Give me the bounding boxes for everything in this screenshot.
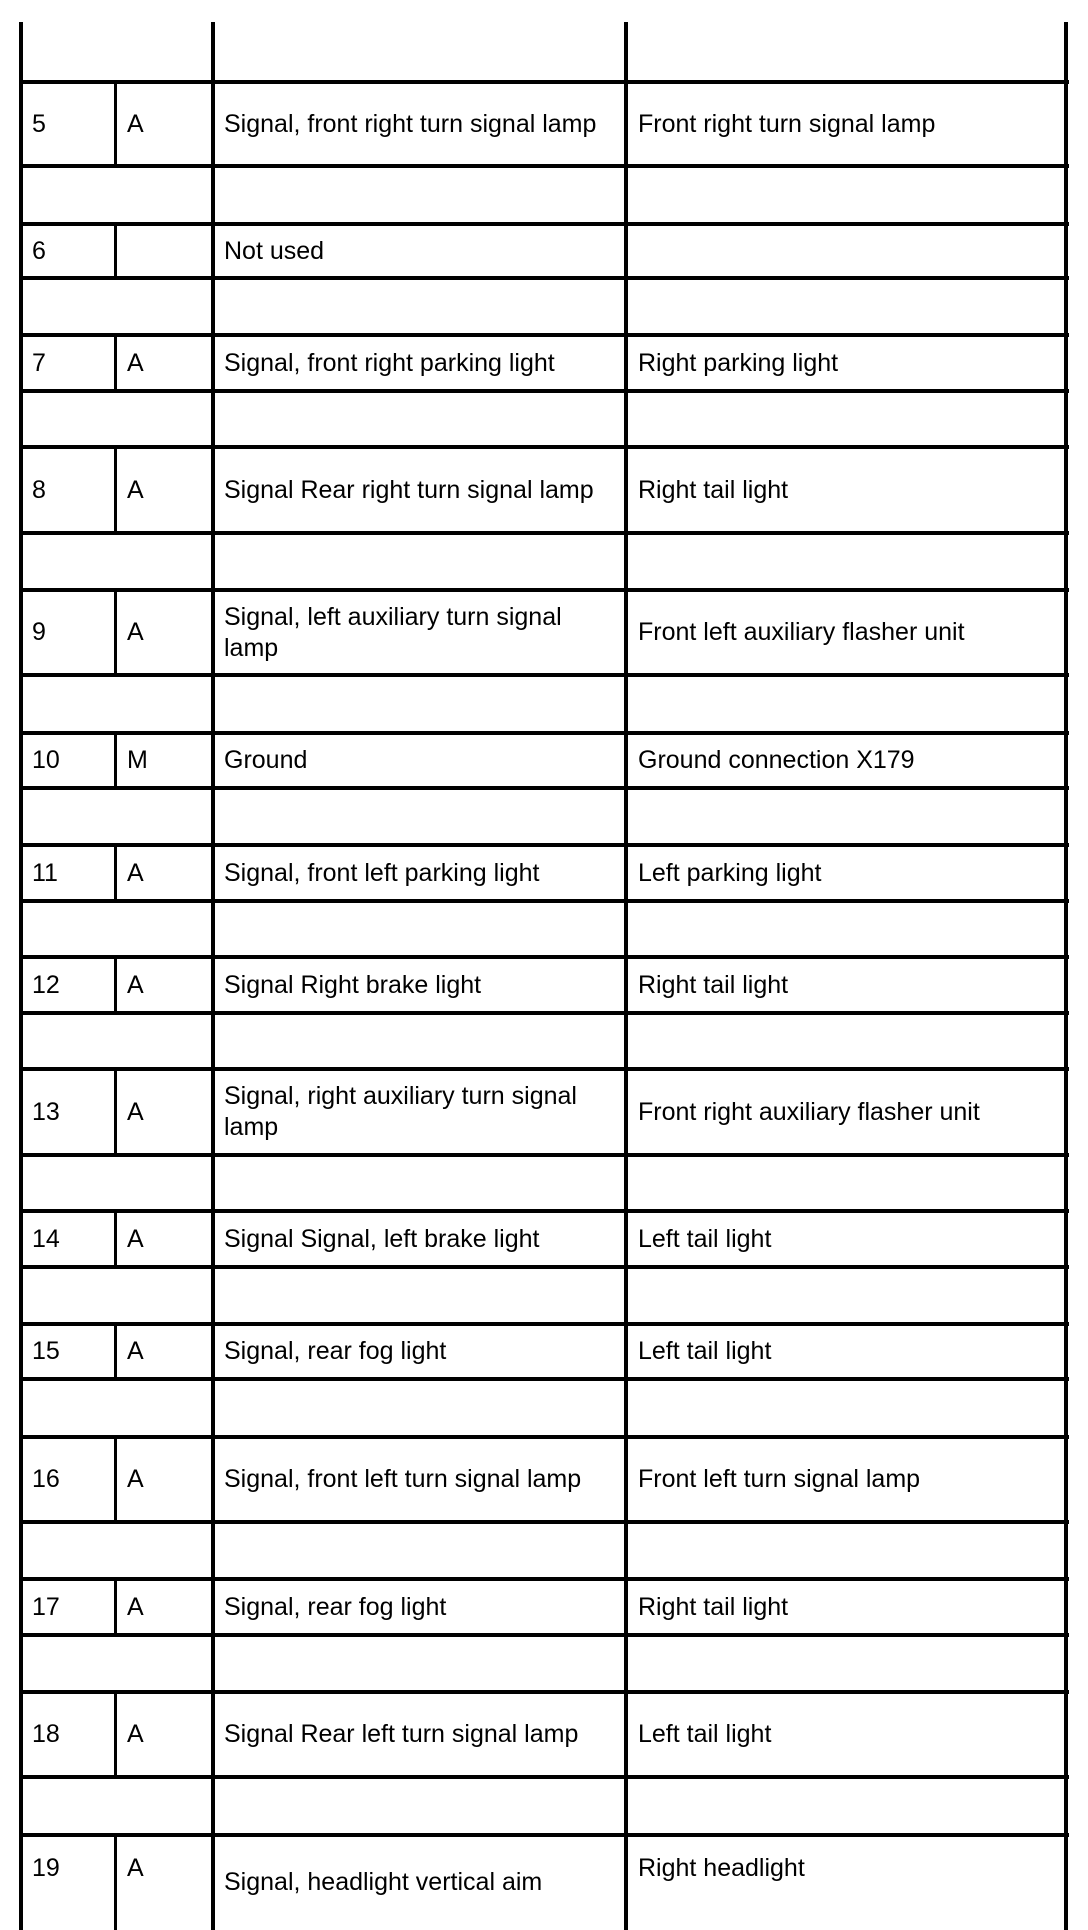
pin-number-cell: 18 <box>32 1720 60 1748</box>
pin-number-cell: 14 <box>32 1224 60 1253</box>
wire-type-cell: A <box>127 1592 144 1621</box>
pin-number-cell: 10 <box>32 746 60 774</box>
component-cell: Front right auxiliary flasher unit <box>638 1097 980 1126</box>
row-bottom-rule <box>19 1153 1069 1157</box>
component-cell: Front left auxiliary flasher unit <box>638 618 965 646</box>
pin-number-cell: 6 <box>32 236 46 265</box>
signal-description-cell: Signal Signal, left brake light <box>224 1224 540 1253</box>
pin-number-cell: 17 <box>32 1592 60 1621</box>
spacer-gap <box>113 790 119 843</box>
component-cell: Left tail light <box>638 1720 772 1748</box>
row-bottom-rule <box>19 1011 1069 1015</box>
wire-type-cell: A <box>127 1854 144 1882</box>
signal-description-cell: Signal, front right parking light <box>224 348 555 377</box>
component-cell: Right parking light <box>638 348 839 377</box>
component-cell: Right tail light <box>638 475 789 504</box>
component-cell: Front left turn signal lamp <box>638 1465 921 1493</box>
pin-number-cell: 15 <box>32 1337 60 1365</box>
spacer-gap <box>113 535 119 588</box>
spacer-gap <box>113 1269 119 1322</box>
wire-type-cell: M <box>127 746 148 774</box>
component-cell <box>638 226 1058 276</box>
wire-type-cell: A <box>127 1337 144 1365</box>
component-cell: Right headlight <box>638 1854 805 1882</box>
pin-number-cell: 5 <box>32 109 46 138</box>
signal-description-cell: Signal, left auxiliary turn signal lamp <box>224 602 562 662</box>
component-cell: Left parking light <box>638 858 822 887</box>
row-bottom-rule <box>19 786 1069 790</box>
row-bottom-rule <box>19 1377 1069 1381</box>
signal-description-cell: Signal Rear right turn signal lamp <box>224 475 594 504</box>
row-bottom-rule <box>19 531 1069 535</box>
pin-number-cell: 19 <box>32 1854 60 1882</box>
wire-type-cell: A <box>127 348 144 377</box>
component-cell: Front right turn signal lamp <box>638 109 936 138</box>
row-bottom-rule <box>19 389 1069 393</box>
signal-description-cell: Signal, headlight vertical aim <box>224 1868 543 1896</box>
component-cell: Left tail light <box>638 1337 772 1365</box>
pin-number-cell: 12 <box>32 970 60 999</box>
row-bottom-rule <box>19 899 1069 903</box>
spacer-gap <box>113 903 119 955</box>
spacer-gap <box>113 1015 119 1067</box>
table-border-left <box>19 22 23 1930</box>
signal-description-cell: Not used <box>224 236 325 265</box>
row-bottom-rule <box>19 164 1069 168</box>
spacer-gap <box>113 1779 119 1833</box>
signal-description-cell: Signal, front left parking light <box>224 858 540 887</box>
wire-type-cell: A <box>127 970 144 999</box>
column-divider-description <box>211 22 215 1930</box>
wire-type-cell: A <box>127 858 144 887</box>
signal-description-cell: Signal, right auxiliary turn signal lamp <box>224 1082 577 1141</box>
wire-type-cell: A <box>127 1720 144 1748</box>
wire-type-cell: A <box>127 109 144 138</box>
component-cell: Left tail light <box>638 1224 772 1253</box>
wire-type-cell: A <box>127 1097 144 1126</box>
wire-type-cell <box>127 226 208 276</box>
spacer-gap <box>113 1381 119 1435</box>
row-bottom-rule <box>19 1520 1069 1524</box>
row-bottom-rule <box>19 1775 1069 1779</box>
row-bottom-rule <box>19 1265 1069 1269</box>
signal-description-cell: Signal Rear left turn signal lamp <box>224 1720 579 1748</box>
spacer-gap <box>113 280 119 333</box>
signal-description-cell: Signal Right brake light <box>224 970 482 999</box>
spacer-gap <box>113 1637 119 1690</box>
component-cell: Right tail light <box>638 970 789 999</box>
wire-type-cell: A <box>127 1224 144 1253</box>
spacer-gap <box>113 0 119 80</box>
spacer-gap <box>113 1524 119 1577</box>
spacer-gap <box>113 168 119 222</box>
row-bottom-rule <box>19 673 1069 677</box>
signal-description-cell: Signal, rear fog light <box>224 1337 447 1365</box>
wire-type-cell: A <box>127 618 144 646</box>
row-bottom-rule <box>19 1633 1069 1637</box>
spacer-gap <box>113 677 119 731</box>
signal-description-cell: Signal, front right turn signal lamp <box>224 109 597 138</box>
pin-number-cell: 16 <box>32 1465 60 1493</box>
signal-description-cell: Signal, rear fog light <box>224 1592 447 1621</box>
signal-description-cell: Signal, front left turn signal lamp <box>224 1465 582 1493</box>
pin-number-cell: 13 <box>32 1097 60 1126</box>
component-cell: Ground connection X179 <box>638 746 915 774</box>
row-bottom-rule <box>19 276 1069 280</box>
wire-type-cell: A <box>127 475 144 504</box>
wire-type-cell: A <box>127 1465 144 1493</box>
pin-number-cell: 8 <box>32 475 46 504</box>
component-cell: Right tail light <box>638 1592 789 1621</box>
pin-number-cell: 9 <box>32 618 46 646</box>
signal-description-cell: Ground <box>224 746 308 774</box>
pin-number-cell: 7 <box>32 348 46 377</box>
spacer-gap <box>113 393 119 445</box>
column-divider-component <box>624 22 628 1930</box>
pin-number-cell: 11 <box>32 858 58 887</box>
table-border-right <box>1064 22 1068 1930</box>
spacer-gap <box>113 1157 119 1209</box>
